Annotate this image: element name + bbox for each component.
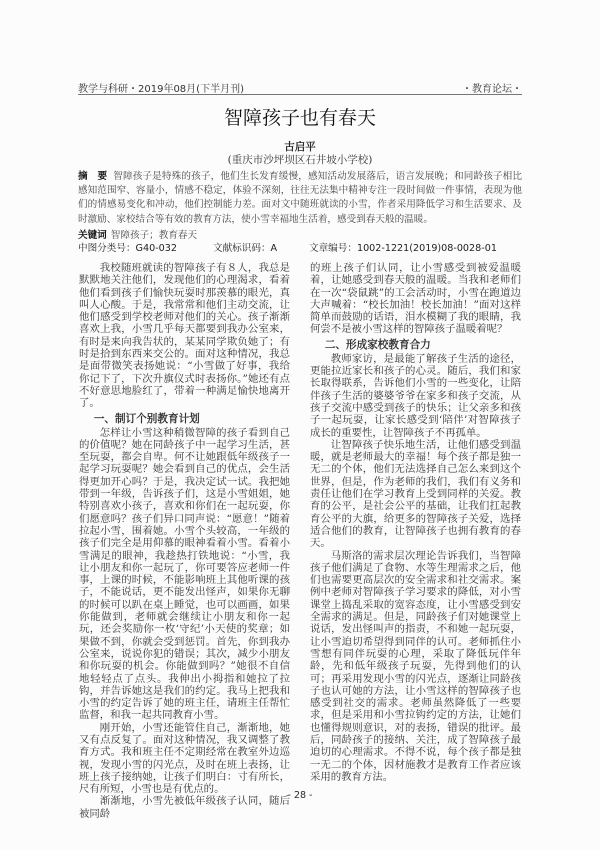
article-title: 智障孩子也有春天 (223, 107, 376, 129)
page-number: - 28 - (287, 790, 313, 801)
running-header (78, 80, 522, 94)
section-name: ・教育论坛・ (462, 84, 522, 95)
abstract-text: 智障孩子是特殊的孩子，他们生长发育缓慢，感知活动发展落后，语言发展晚；和同龄孩子相比感知范围窄、容量小，情感不稳定，体验不深刻，往往无法集中精神专注一段时间做一件事情，表现为他们的情感易变化和冲动，他们控制能力差。面对文中随班就读的小雪，作者采用降低学习和生活要求、及时激励、家校结合等有效的教育方法，使小雪幸福地生活着，感受到春天般的温暖。 (78, 171, 523, 225)
clc-number: 中图分类号：G40-032 (78, 243, 177, 254)
abstract-label: 摘 要 (78, 171, 108, 182)
section-heading: 二、形成家校教育合力 (324, 338, 431, 351)
abstract (78, 170, 522, 227)
paragraph: 教师家访，是最能了解孩子生活的途径，更能拉近家长和孩子的心灵。随后，我们和家长取得联系，告诉他们小雪的一些变化，让陪伴孩子生活的婆婆爷爷在家多和孩子交流，从孩子交流中感受到孩子的快乐；让父亲多和孩子一起玩耍，让家长感受到‘陪伴’对智障孩子成长的重要性，让智障孩子不再孤单。 (310, 352, 521, 439)
affiliation: (重庆市沙坪坝区石井坡小学校) (227, 154, 373, 166)
author: 古启平 (284, 141, 316, 153)
article-number: 文章编号：1002-1221(2019)08-0028-01 (309, 243, 497, 254)
keywords-text: 智障孩子；教育春天 (110, 230, 198, 241)
document-code: 文献标识码：A (213, 243, 278, 254)
journal-name: 教学与科研・2019年08月(下半月刊) (78, 84, 244, 95)
paragraph: 我校随班就读的智障孩子有８人，我总是默默地关注他们，发现他们的心理渴求，看着他们看到孩子们愉快玩耍时那羡慕的眼光，真叫人心酸。于是，我常常和他们主动交流，让他们感受到学校老师对他们的关心。孩子渐渐喜欢上我，小雪几乎每天都要到我办公室来，有时是来向我告状的，某某同学欺负她了；有时是拾到东西来交公的。面对这种情况，我总是面带微笑表扬她说：“小雪做了好事，我给你记下了，下次升旗仪式时表扬你。”她还有点不好意思地脸红了，带着一种满足愉快地离开了。 (79, 262, 290, 410)
paragraph: 怎样让小雪这种稍微智障的孩子看到自己的价值呢？她在同龄孩子中一起学习生活，甚至玩耍，都会自卑。何不让她跟低年级孩子一起学习玩耍呢？她会看到自己的优点，会生活得更加开心吗？于是，我决定试一试。我把她带到一年级，告诉孩子们，这是小雪姐姐，她特别喜欢小孩子，喜欢和你们在一起玩耍，你们愿意吗？孩子们异口同声说：“愿意！”随着拉起小雪，围着她。小雪个头较高，一年级的孩子们完全是用仰慕的眼神看着小雪。看着小雪满足的眼神，我趁热打铁地说：“小雪，我让小朋友和你一起玩了，你可要答应老师一件事，上课的时候，不能影响班上其他听课的孩子，不能说话，更不能发出怪声，如果你无聊的时候可以趴在桌上睡觉，也可以画画，如果你能做到，老师就会继续让小朋友和你一起玩，还会奖励你一枚‘守纪’小天使的奖章；如果做不到，你就会受到惩罚。首先，你到我办公室来，说说你犯的错误；其次，减少小朋友和你玩耍的机会。你能做到吗？”她很不自信地轻轻点了点头。我伸出小拇指和她拉了拉钩，并告诉她这是我们的约定。我马上把我和小雪的约定告诉了她的班主任，请班主任帮忙监督，和我一起共同教育小雪。 (79, 426, 290, 722)
paragraph: 渐渐地，小雪先被低年级孩子认同，随后被同龄 (79, 795, 290, 820)
paragraph: 马斯洛的需求层次理论告诉我们，当智障孩子他们满足了食物、水等生理需求之后，他们也需要更高层次的安全需求和社交需求。案例中老师对智障孩子学习要求的降低，对小雪课堂上捣乱采取的宽容态度，让小雪感受到安全需求的满足。但是，同龄孩子们对她课堂上说话，发出怪叫声的指责，不和她一起玩耍，让小雪迫切希望得到同伴的认可。老师抓住小雪想有同伴玩耍的心理，采取了降低玩伴年龄，先和低年级孩子玩耍，先得到他们的认可；再采用发现小雪的闪光点，逐渐让同龄孩子也认可她的方法，让小雪这样的智障孩子也感受到社交的需求。老师虽然降低了一些要求，但是采用和小雪拉钩约定的方法，让她们也懂得规则意识，对的表扬，错误的批评。最后，同龄孩子的接纳、关注，成了智障孩子最迫切的心理需求。不得不说，每个孩子都是独一无二的个体，因材施教才是教育工作者应该采用的教育方法。 (310, 549, 521, 783)
paragraph: 让智障孩子快乐地生活，让他们感受到温暖，就是老师最大的幸福！每个孩子都是独一无二的个体，他们无法选择自己怎么来到这个世界，但是，作为老师的我们，我们有义务和责任让他们在学习教育上受到同样的关爱。教育的公平，是社会公平的基础，让我们扛起教育公平的大旗，给更多的智障孩子关爱，选择适合他们的教育，让智障孩子也拥有教育的春天。 (310, 438, 521, 550)
header-rule (78, 94, 522, 95)
paragraph: 刚开始，小雪还能管住自己，渐渐地，她又有点反复了。面对这种情况，我又调整了教育方式。我和班主任不定期经常在教室外边巡视，发现小雪的闪光点，及时在班上表扬，让班上孩子接纳她，让孩子们明白：寸有所长，尺有所短，小雪也是有优点的。 (79, 721, 290, 796)
right-column (310, 262, 521, 783)
section-heading: 一、制订个别教育计划 (93, 412, 200, 425)
keywords-label: 关键词 (78, 230, 107, 241)
left-column (79, 262, 290, 820)
keywords (78, 227, 197, 241)
paragraph-continued: 的班上孩子们认同，让小雪感受到被爱温暖着，让她感受到春天般的温暖。当我和老师们在一次“袋鼠跳”的工会活动时，小雪在跑道边大声喊着：“校长加油！校长加油！”面对这样简单而鼓励的话语，泪水模糊了我的眼睛，我何尝不是被小雪这样的智障孩子温暖着呢？ (310, 262, 521, 336)
